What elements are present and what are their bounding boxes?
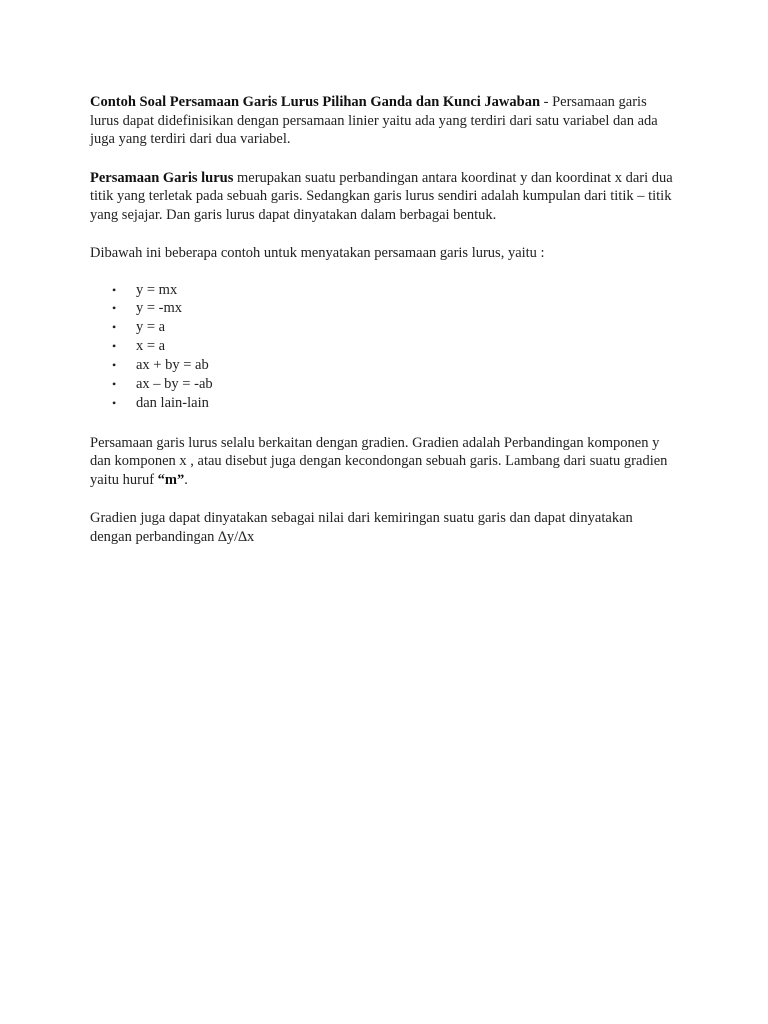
- equation-form: y = -mx: [136, 300, 183, 317]
- list-item: [90, 318, 678, 337]
- bullet-icon: •: [112, 320, 117, 335]
- examples-lead-in: Dibawah ini beberapa contoh untuk menyatakan persamaan garis lurus, yaitu :: [90, 245, 545, 261]
- bullet-icon: •: [112, 339, 117, 354]
- equation-forms-list: [90, 281, 678, 413]
- intro-title: Contoh Soal Persamaan Garis Lurus Pilihan Ganda dan Kunci Jawaban: [90, 94, 541, 110]
- equation-form: x = a: [136, 338, 166, 355]
- intro-text: - Persamaan garis lurus dapat didefinisikan dengan persamaan linier yaitu ada yang terdiri dari satu variabel dan ada juga yang terdiri dari dua variabel.: [90, 94, 658, 147]
- bullet-icon: •: [112, 282, 117, 297]
- definition-term: Persamaan Garis lurus: [90, 169, 234, 186]
- list-item: [90, 299, 678, 318]
- list-item: [90, 356, 678, 375]
- equation-form: dan lain-lain: [136, 394, 209, 411]
- bullet-icon: •: [112, 358, 117, 373]
- gradient-text: Persamaan garis lurus selalu berkaitan dengan gradien. Gradien adalah Perbandingan komponen y dan komponen x , atau disebut juga dengan kecondongan sebuah garis. Lambang dari suatu gradien yaitu huruf: [90, 434, 668, 488]
- intro-paragraph: [90, 93, 678, 149]
- gradient-symbol: “m”: [157, 471, 185, 488]
- equation-form: ax – by = -ab: [136, 375, 213, 392]
- definition-paragraph: [90, 169, 678, 225]
- list-item: [90, 394, 678, 413]
- equation-form: ax + by = ab: [136, 357, 209, 374]
- definition-text: merupakan suatu perbandingan antara koordinat y dan koordinat x dari dua titik yang terletak pada sebuah garis. Sedangkan garis lurus sendiri adalah kumpulan dari titik – titik yang sejajar. Dan garis lurus dapat dinyatakan dalam berbagai bentuk.: [90, 169, 673, 223]
- document-page: [90, 93, 678, 566]
- gradient-paragraph: [90, 434, 678, 490]
- equation-form: y = a: [136, 319, 166, 336]
- list-item: [90, 281, 678, 300]
- list-item: [90, 337, 678, 356]
- slope-paragraph: Gradien juga dapat dinyatakan sebagai nilai dari kemiringan suatu garis dan dapat dinyatakan dengan perbandingan ∆y/∆x: [90, 510, 633, 545]
- list-item: [90, 375, 678, 394]
- equation-form: y = mx: [136, 281, 178, 298]
- bullet-icon: •: [112, 395, 117, 410]
- gradient-text-end: .: [184, 471, 188, 488]
- bullet-icon: •: [112, 301, 117, 316]
- bullet-icon: •: [112, 376, 117, 391]
